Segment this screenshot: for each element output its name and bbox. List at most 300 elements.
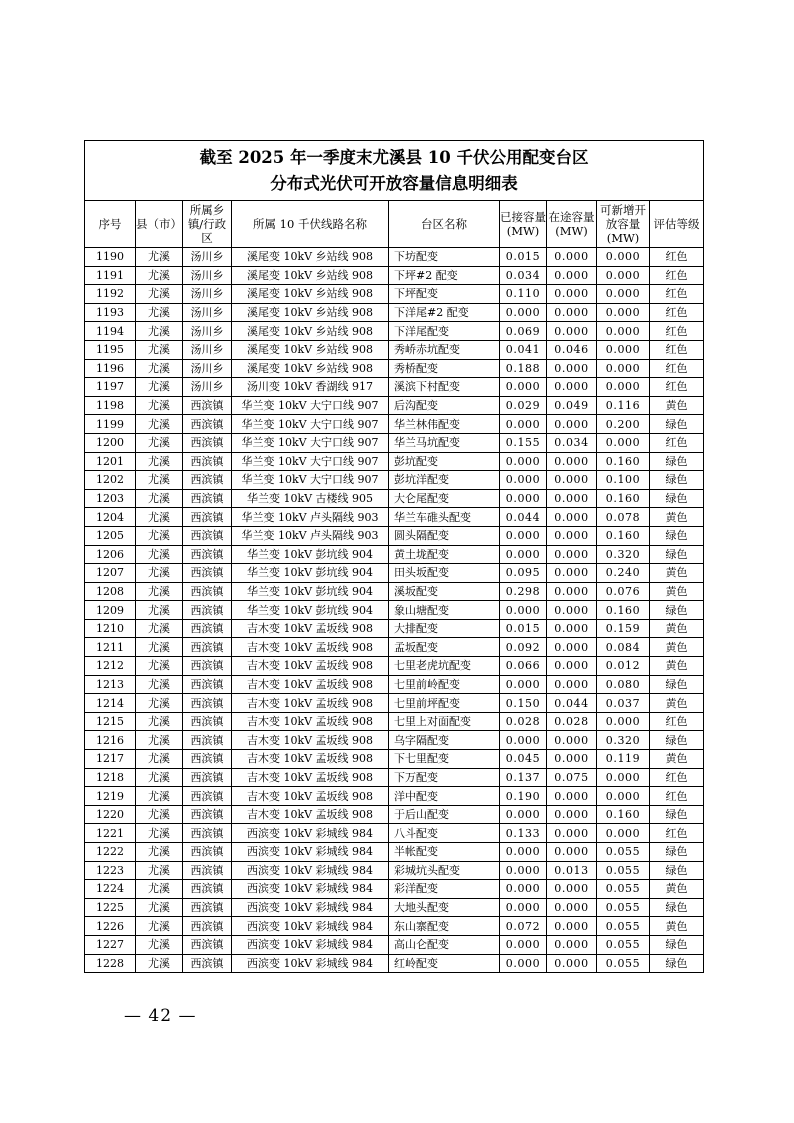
cell-county: 尤溪 <box>136 322 183 341</box>
cell-connected: 0.066 <box>500 657 547 676</box>
cell-area: 下七里配变 <box>389 750 500 769</box>
cell-area: 华兰车碓头配变 <box>389 508 500 527</box>
cell-seq: 1223 <box>85 861 136 880</box>
cell-seq: 1203 <box>85 489 136 508</box>
cell-connected: 0.072 <box>500 917 547 936</box>
cell-county: 尤溪 <box>136 266 183 285</box>
cell-town: 西滨镇 <box>183 564 232 583</box>
cell-town: 西滨镇 <box>183 954 232 973</box>
table-row <box>85 322 704 341</box>
cell-area: 下洋尾配变 <box>389 322 500 341</box>
cell-area: 孟坂配变 <box>389 638 500 657</box>
cell-line: 华兰变 10kV 彭坑线 904 <box>232 564 389 583</box>
cell-open: 0.000 <box>597 824 650 843</box>
cell-town: 汤川乡 <box>183 303 232 322</box>
cell-town: 汤川乡 <box>183 378 232 397</box>
table-row <box>85 657 704 676</box>
cell-open: 0.160 <box>597 452 650 471</box>
table-row <box>85 545 704 564</box>
cell-grade: 红色 <box>650 768 704 787</box>
header-open: 可新增开放容量(MW) <box>597 201 650 248</box>
cell-open: 0.055 <box>597 880 650 899</box>
cell-line: 华兰变 10kV 大宁口线 907 <box>232 396 389 415</box>
cell-town: 汤川乡 <box>183 340 232 359</box>
cell-seq: 1225 <box>85 898 136 917</box>
cell-county: 尤溪 <box>136 768 183 787</box>
cell-grade: 绿色 <box>650 489 704 508</box>
cell-line: 吉木变 10kV 孟坂线 908 <box>232 694 389 713</box>
cell-town: 西滨镇 <box>183 657 232 676</box>
cell-county: 尤溪 <box>136 601 183 620</box>
cell-line: 溪尾变 10kV 乡站线 908 <box>232 359 389 378</box>
table-row <box>85 508 704 527</box>
cell-seq: 1191 <box>85 266 136 285</box>
cell-county: 尤溪 <box>136 694 183 713</box>
cell-connected: 0.133 <box>500 824 547 843</box>
cell-grade: 黄色 <box>650 508 704 527</box>
cell-seq: 1207 <box>85 564 136 583</box>
table-row <box>85 582 704 601</box>
cell-line: 西滨变 10kV 彩城线 984 <box>232 917 389 936</box>
cell-county: 尤溪 <box>136 415 183 434</box>
cell-open: 0.000 <box>597 433 650 452</box>
cell-line: 吉木变 10kV 孟坂线 908 <box>232 731 389 750</box>
table-row <box>85 303 704 322</box>
cell-open: 0.076 <box>597 582 650 601</box>
table-row <box>85 564 704 583</box>
cell-open: 0.055 <box>597 935 650 954</box>
cell-transit: 0.000 <box>547 564 597 583</box>
cell-county: 尤溪 <box>136 378 183 397</box>
cell-transit: 0.000 <box>547 489 597 508</box>
cell-line: 溪尾变 10kV 乡站线 908 <box>232 303 389 322</box>
cell-county: 尤溪 <box>136 675 183 694</box>
cell-area: 下洋尾#2 配变 <box>389 303 500 322</box>
cell-seq: 1193 <box>85 303 136 322</box>
table-row <box>85 935 704 954</box>
cell-town: 汤川乡 <box>183 322 232 341</box>
table-row <box>85 266 704 285</box>
table-row <box>85 768 704 787</box>
cell-county: 尤溪 <box>136 787 183 806</box>
cell-town: 西滨镇 <box>183 508 232 527</box>
cell-connected: 0.188 <box>500 359 547 378</box>
cell-open: 0.320 <box>597 731 650 750</box>
cell-town: 西滨镇 <box>183 452 232 471</box>
cell-transit: 0.000 <box>547 545 597 564</box>
cell-connected: 0.095 <box>500 564 547 583</box>
cell-open: 0.037 <box>597 694 650 713</box>
cell-grade: 绿色 <box>650 954 704 973</box>
cell-area: 田头坂配变 <box>389 564 500 583</box>
cell-area: 彩洋配变 <box>389 880 500 899</box>
cell-seq: 1198 <box>85 396 136 415</box>
cell-seq: 1201 <box>85 452 136 471</box>
title-line-2: 分布式光伏可开放容量信息明细表 <box>270 173 518 193</box>
cell-line: 华兰变 10kV 古楼线 905 <box>232 489 389 508</box>
cell-open: 0.159 <box>597 619 650 638</box>
table-row <box>85 248 704 267</box>
cell-county: 尤溪 <box>136 248 183 267</box>
cell-seq: 1220 <box>85 805 136 824</box>
table-row <box>85 898 704 917</box>
cell-line: 西滨变 10kV 彩城线 984 <box>232 898 389 917</box>
cell-transit: 0.034 <box>547 433 597 452</box>
cell-grade: 红色 <box>650 322 704 341</box>
cell-open: 0.000 <box>597 787 650 806</box>
cell-transit: 0.000 <box>547 805 597 824</box>
cell-open: 0.000 <box>597 285 650 304</box>
cell-grade: 红色 <box>650 712 704 731</box>
cell-line: 溪尾变 10kV 乡站线 908 <box>232 248 389 267</box>
cell-county: 尤溪 <box>136 824 183 843</box>
cell-seq: 1224 <box>85 880 136 899</box>
cell-open: 0.000 <box>597 359 650 378</box>
cell-seq: 1213 <box>85 675 136 694</box>
cell-line: 吉木变 10kV 孟坂线 908 <box>232 657 389 676</box>
cell-area: 彭坑洋配变 <box>389 471 500 490</box>
cell-town: 西滨镇 <box>183 935 232 954</box>
cell-seq: 1197 <box>85 378 136 397</box>
table-row <box>85 824 704 843</box>
cell-grade: 黄色 <box>650 694 704 713</box>
cell-transit: 0.000 <box>547 415 597 434</box>
header-connected: 已接容量(MW) <box>500 201 547 248</box>
cell-county: 尤溪 <box>136 359 183 378</box>
cell-connected: 0.000 <box>500 954 547 973</box>
cell-line: 吉木变 10kV 孟坂线 908 <box>232 675 389 694</box>
cell-open: 0.055 <box>597 861 650 880</box>
header-row <box>85 201 704 248</box>
cell-transit: 0.000 <box>547 471 597 490</box>
cell-area: 乌字隔配变 <box>389 731 500 750</box>
cell-transit: 0.000 <box>547 248 597 267</box>
cell-seq: 1211 <box>85 638 136 657</box>
cell-seq: 1222 <box>85 843 136 862</box>
table-row <box>85 452 704 471</box>
cell-area: 洋中配变 <box>389 787 500 806</box>
table-row <box>85 694 704 713</box>
cell-connected: 0.000 <box>500 415 547 434</box>
cell-line: 华兰变 10kV 大宁口线 907 <box>232 415 389 434</box>
cell-town: 西滨镇 <box>183 787 232 806</box>
cell-grade: 绿色 <box>650 452 704 471</box>
cell-grade: 黄色 <box>650 880 704 899</box>
header-county: 县（市） <box>136 201 183 248</box>
cell-town: 汤川乡 <box>183 285 232 304</box>
cell-connected: 0.034 <box>500 266 547 285</box>
cell-seq: 1192 <box>85 285 136 304</box>
table-row <box>85 675 704 694</box>
cell-connected: 0.000 <box>500 452 547 471</box>
cell-open: 0.320 <box>597 545 650 564</box>
table-row <box>85 471 704 490</box>
cell-town: 西滨镇 <box>183 471 232 490</box>
cell-town: 西滨镇 <box>183 917 232 936</box>
cell-town: 西滨镇 <box>183 433 232 452</box>
cell-connected: 0.000 <box>500 898 547 917</box>
cell-transit: 0.000 <box>547 619 597 638</box>
cell-town: 西滨镇 <box>183 619 232 638</box>
cell-town: 汤川乡 <box>183 266 232 285</box>
cell-county: 尤溪 <box>136 657 183 676</box>
cell-seq: 1202 <box>85 471 136 490</box>
table-row <box>85 359 704 378</box>
cell-grade: 绿色 <box>650 415 704 434</box>
cell-area: 八斗配变 <box>389 824 500 843</box>
cell-grade: 红色 <box>650 248 704 267</box>
cell-line: 西滨变 10kV 彩城线 984 <box>232 954 389 973</box>
cell-line: 西滨变 10kV 彩城线 984 <box>232 843 389 862</box>
cell-open: 0.160 <box>597 601 650 620</box>
cell-transit: 0.000 <box>547 582 597 601</box>
table-row <box>85 880 704 899</box>
cell-town: 西滨镇 <box>183 898 232 917</box>
cell-open: 0.000 <box>597 322 650 341</box>
cell-seq: 1218 <box>85 768 136 787</box>
cell-area: 下坊配变 <box>389 248 500 267</box>
cell-area: 象山塘配变 <box>389 601 500 620</box>
cell-county: 尤溪 <box>136 582 183 601</box>
cell-transit: 0.000 <box>547 750 597 769</box>
cell-connected: 0.150 <box>500 694 547 713</box>
table-row <box>85 917 704 936</box>
cell-town: 西滨镇 <box>183 415 232 434</box>
cell-seq: 1208 <box>85 582 136 601</box>
cell-connected: 0.000 <box>500 303 547 322</box>
cell-grade: 红色 <box>650 359 704 378</box>
cell-open: 0.000 <box>597 378 650 397</box>
cell-area: 圆头隔配变 <box>389 526 500 545</box>
cell-grade: 红色 <box>650 303 704 322</box>
cell-transit: 0.000 <box>547 638 597 657</box>
cell-county: 尤溪 <box>136 731 183 750</box>
header-area: 台区名称 <box>389 201 500 248</box>
cell-transit: 0.000 <box>547 266 597 285</box>
cell-transit: 0.000 <box>547 285 597 304</box>
cell-connected: 0.029 <box>500 396 547 415</box>
cell-line: 吉木变 10kV 孟坂线 908 <box>232 619 389 638</box>
cell-grade: 黄色 <box>650 750 704 769</box>
header-grade: 评估等级 <box>650 201 704 248</box>
table-row <box>85 805 704 824</box>
cell-seq: 1194 <box>85 322 136 341</box>
cell-seq: 1216 <box>85 731 136 750</box>
cell-seq: 1190 <box>85 248 136 267</box>
cell-transit: 0.000 <box>547 935 597 954</box>
cell-line: 西滨变 10kV 彩城线 984 <box>232 861 389 880</box>
cell-open: 0.240 <box>597 564 650 583</box>
cell-grade: 黄色 <box>650 582 704 601</box>
cell-line: 吉木变 10kV 孟坂线 908 <box>232 805 389 824</box>
cell-seq: 1195 <box>85 340 136 359</box>
cell-connected: 0.298 <box>500 582 547 601</box>
table-row <box>85 285 704 304</box>
cell-transit: 0.000 <box>547 601 597 620</box>
cell-area: 彩城坑头配变 <box>389 861 500 880</box>
cell-seq: 1228 <box>85 954 136 973</box>
cell-area: 华兰马坑配变 <box>389 433 500 452</box>
cell-area: 秀峤赤坑配变 <box>389 340 500 359</box>
cell-grade: 绿色 <box>650 601 704 620</box>
cell-line: 西滨变 10kV 彩城线 984 <box>232 880 389 899</box>
cell-county: 尤溪 <box>136 898 183 917</box>
table-row <box>85 638 704 657</box>
cell-seq: 1227 <box>85 935 136 954</box>
cell-connected: 0.015 <box>500 248 547 267</box>
cell-open: 0.055 <box>597 843 650 862</box>
cell-connected: 0.044 <box>500 508 547 527</box>
cell-line: 吉木变 10kV 孟坂线 908 <box>232 638 389 657</box>
capacity-table-container <box>84 140 703 973</box>
cell-county: 尤溪 <box>136 935 183 954</box>
cell-connected: 0.000 <box>500 731 547 750</box>
cell-county: 尤溪 <box>136 433 183 452</box>
cell-transit: 0.000 <box>547 508 597 527</box>
table-row <box>85 415 704 434</box>
cell-grade: 绿色 <box>650 526 704 545</box>
cell-transit: 0.000 <box>547 322 597 341</box>
cell-transit: 0.000 <box>547 526 597 545</box>
cell-seq: 1205 <box>85 526 136 545</box>
table-title <box>85 141 704 201</box>
cell-transit: 0.013 <box>547 861 597 880</box>
cell-line: 吉木变 10kV 孟坂线 908 <box>232 787 389 806</box>
cell-line: 吉木变 10kV 孟坂线 908 <box>232 768 389 787</box>
cell-area: 秀桥配变 <box>389 359 500 378</box>
cell-area: 大地头配变 <box>389 898 500 917</box>
cell-county: 尤溪 <box>136 545 183 564</box>
title-row <box>85 141 704 201</box>
cell-seq: 1219 <box>85 787 136 806</box>
table-row <box>85 489 704 508</box>
cell-area: 彭坑配变 <box>389 452 500 471</box>
cell-line: 华兰变 10kV 彭坑线 904 <box>232 601 389 620</box>
cell-county: 尤溪 <box>136 880 183 899</box>
cell-area: 黄土垅配变 <box>389 545 500 564</box>
cell-connected: 0.000 <box>500 526 547 545</box>
cell-county: 尤溪 <box>136 508 183 527</box>
cell-connected: 0.155 <box>500 433 547 452</box>
cell-town: 西滨镇 <box>183 694 232 713</box>
cell-open: 0.078 <box>597 508 650 527</box>
table-row <box>85 396 704 415</box>
cell-transit: 0.000 <box>547 843 597 862</box>
cell-line: 吉木变 10kV 孟坂线 908 <box>232 750 389 769</box>
cell-line: 溪尾变 10kV 乡站线 908 <box>232 322 389 341</box>
cell-county: 尤溪 <box>136 843 183 862</box>
cell-transit: 0.000 <box>547 824 597 843</box>
cell-transit: 0.000 <box>547 787 597 806</box>
cell-grade: 黄色 <box>650 564 704 583</box>
cell-area: 东山寨配变 <box>389 917 500 936</box>
cell-connected: 0.190 <box>500 787 547 806</box>
cell-area: 溪滨下村配变 <box>389 378 500 397</box>
cell-grade: 红色 <box>650 378 704 397</box>
table-row <box>85 340 704 359</box>
cell-connected: 0.000 <box>500 880 547 899</box>
cell-open: 0.000 <box>597 248 650 267</box>
cell-open: 0.160 <box>597 489 650 508</box>
cell-area: 七里老虎坑配变 <box>389 657 500 676</box>
cell-connected: 0.000 <box>500 861 547 880</box>
cell-line: 溪尾变 10kV 乡站线 908 <box>232 340 389 359</box>
header-transit: 在途容量(MW) <box>547 201 597 248</box>
cell-connected: 0.045 <box>500 750 547 769</box>
cell-open: 0.055 <box>597 954 650 973</box>
cell-county: 尤溪 <box>136 638 183 657</box>
cell-open: 0.000 <box>597 303 650 322</box>
cell-grade: 红色 <box>650 824 704 843</box>
cell-grade: 绿色 <box>650 471 704 490</box>
table-row <box>85 843 704 862</box>
cell-town: 西滨镇 <box>183 396 232 415</box>
cell-connected: 0.041 <box>500 340 547 359</box>
table-row <box>85 712 704 731</box>
cell-open: 0.000 <box>597 768 650 787</box>
cell-seq: 1226 <box>85 917 136 936</box>
cell-connected: 0.092 <box>500 638 547 657</box>
cell-town: 西滨镇 <box>183 712 232 731</box>
cell-town: 西滨镇 <box>183 545 232 564</box>
cell-transit: 0.000 <box>547 359 597 378</box>
table-row <box>85 601 704 620</box>
cell-grade: 绿色 <box>650 805 704 824</box>
cell-connected: 0.000 <box>500 601 547 620</box>
cell-town: 西滨镇 <box>183 880 232 899</box>
header-line: 所属 10 千伏线路名称 <box>232 201 389 248</box>
cell-seq: 1200 <box>85 433 136 452</box>
cell-open: 0.080 <box>597 675 650 694</box>
cell-county: 尤溪 <box>136 452 183 471</box>
cell-open: 0.200 <box>597 415 650 434</box>
cell-line: 西滨变 10kV 彩城线 984 <box>232 824 389 843</box>
cell-connected: 0.000 <box>500 545 547 564</box>
table-body <box>85 248 704 973</box>
cell-seq: 1196 <box>85 359 136 378</box>
cell-area: 大排配变 <box>389 619 500 638</box>
table-row <box>85 954 704 973</box>
cell-grade: 红色 <box>650 340 704 359</box>
table-row <box>85 378 704 397</box>
capacity-table <box>84 140 704 973</box>
cell-line: 华兰变 10kV 大宁口线 907 <box>232 471 389 490</box>
cell-area: 大仑尾配变 <box>389 489 500 508</box>
cell-seq: 1204 <box>85 508 136 527</box>
cell-open: 0.055 <box>597 917 650 936</box>
cell-transit: 0.000 <box>547 452 597 471</box>
cell-area: 下坪配变 <box>389 285 500 304</box>
table-row <box>85 787 704 806</box>
cell-town: 西滨镇 <box>183 601 232 620</box>
cell-county: 尤溪 <box>136 526 183 545</box>
cell-county: 尤溪 <box>136 954 183 973</box>
cell-county: 尤溪 <box>136 619 183 638</box>
cell-area: 红岭配变 <box>389 954 500 973</box>
cell-town: 西滨镇 <box>183 675 232 694</box>
cell-transit: 0.000 <box>547 657 597 676</box>
cell-town: 西滨镇 <box>183 861 232 880</box>
cell-open: 0.100 <box>597 471 650 490</box>
cell-grade: 红色 <box>650 787 704 806</box>
cell-area: 下万配变 <box>389 768 500 787</box>
cell-open: 0.000 <box>597 266 650 285</box>
cell-seq: 1221 <box>85 824 136 843</box>
cell-county: 尤溪 <box>136 303 183 322</box>
table-row <box>85 750 704 769</box>
cell-grade: 绿色 <box>650 898 704 917</box>
cell-connected: 0.000 <box>500 935 547 954</box>
